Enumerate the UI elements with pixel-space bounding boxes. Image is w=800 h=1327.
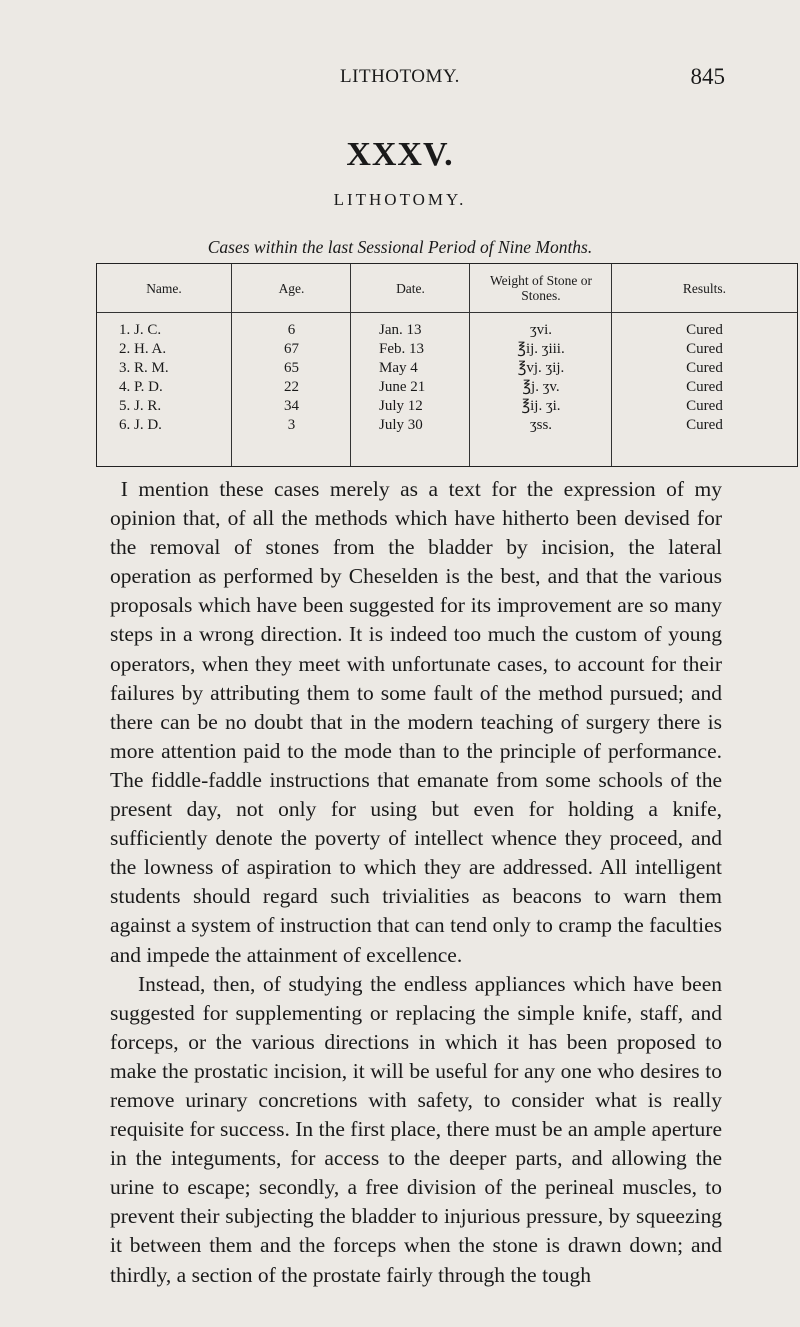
chapter-number: XXXV. <box>346 136 454 173</box>
weight-column <box>469 264 612 466</box>
table-cell-name: 1. J. C. <box>119 322 162 338</box>
table-cell-weight: ℥j. ʒv. <box>522 379 560 395</box>
table-cell-name: 3. R. M. <box>119 360 169 376</box>
table-cell-age: 65 <box>284 360 299 376</box>
table-cell-result: Cured <box>686 379 723 395</box>
running-head <box>0 64 800 94</box>
page-number: 845 <box>690 64 725 89</box>
table-cell-age: 67 <box>284 341 299 357</box>
paragraph: I mention these cases merely as a text for the expression of my opinion that, of all the methods which have hitherto been devised for the removal of stones from the bladder by incision, the lateral operation as performed by Cheselden is the best, and that the various proposals which have been suggested for its improvement are so many steps in a wrong direction. It is indeed too much the custom of young operators, when they meet with unfortunate cases, to account for their failures by attributing them to some fault of the method pursued; and there can be no doubt that in the modern teaching of surgery there is more attention paid to the mode than to the principle of performance. The fiddle-faddle instructions that emanate from some schools of the present day, not only for using but even for holding a knife, sufficiently denote the poverty of intellect whence they proceed, and the lowness of aspiration to which they are addressed. All intelligent students should regard such trivialities as beacons to warn them against a system of instruction that can tend only to cramp the faculties and impede the attainment of excellence. <box>110 477 722 967</box>
chapter-title: LITHOTOMY. <box>333 190 467 209</box>
result-column <box>611 264 797 466</box>
table-caption: Cases within the last Sessional Period of Nine Months. <box>207 237 593 257</box>
table-cell-name: 4. P. D. <box>119 379 163 395</box>
table-cell-age: 22 <box>284 379 299 395</box>
table-cell-age: 6 <box>287 322 296 338</box>
date-column <box>350 264 470 466</box>
result-header: Results. <box>612 264 797 313</box>
table-cell-weight: ℥ij. ʒiii. <box>517 341 565 357</box>
table-cell-weight: ʒss. <box>529 417 553 433</box>
body-text <box>110 475 722 1290</box>
table-cell-result: Cured <box>686 360 723 376</box>
table-cell-date: Jan. 13 <box>379 322 422 338</box>
weight-header: Weight of Stone or Stones. <box>470 264 612 313</box>
table-cell-name: 6. J. D. <box>119 417 162 433</box>
table-cell-result: Cured <box>686 398 723 414</box>
table-cell-weight: ʒvi. <box>529 322 553 338</box>
table-cell-date: July 30 <box>379 417 423 433</box>
name-column <box>97 264 231 466</box>
paragraph: Instead, then, of studying the endless appliances which have been suggested for supplementing or replacing the simple knife, staff, and forceps, or the various directions in which it has been proposed to make the prostatic incision, it will be useful for any one who desires to remove urinary concretions with safety, to consider what is really requisite for success. In the first place, there must be an ample aperture in the integuments, for access to the deeper parts, and allowing the urine to escape; secondly, a free division of the perineal muscles, to prevent their subjecting the bladder to injurious pressure, by squeezing it between them and the forceps when the stone is drawn down; and thirdly, a section of the prostate fairly through the tough <box>110 971 722 1287</box>
date-header: Date. <box>351 264 470 313</box>
table-cell-name: 2. H. A. <box>119 341 167 357</box>
age-column <box>231 264 351 466</box>
name-header: Name. <box>97 264 231 313</box>
table-cell-age: 34 <box>284 398 299 414</box>
table-cell-date: Feb. 13 <box>379 341 424 357</box>
table-cell-result: Cured <box>686 417 723 433</box>
table-cell-date: July 12 <box>379 398 423 414</box>
table-cell-result: Cured <box>686 341 723 357</box>
running-title: LITHOTOMY. <box>340 66 460 87</box>
table-cell-age: 3 <box>287 417 296 433</box>
table-cell-date: May 4 <box>379 360 418 376</box>
age-header: Age. <box>232 264 351 313</box>
table-cell-date: June 21 <box>379 379 426 395</box>
table-cell-weight: ℥vj. ʒij. <box>517 360 565 376</box>
cases-table <box>96 263 798 467</box>
table-cell-weight: ℥ij. ʒi. <box>521 398 561 414</box>
table-cell-result: Cured <box>686 322 723 338</box>
table-cell-name: 5. J. R. <box>119 398 162 414</box>
